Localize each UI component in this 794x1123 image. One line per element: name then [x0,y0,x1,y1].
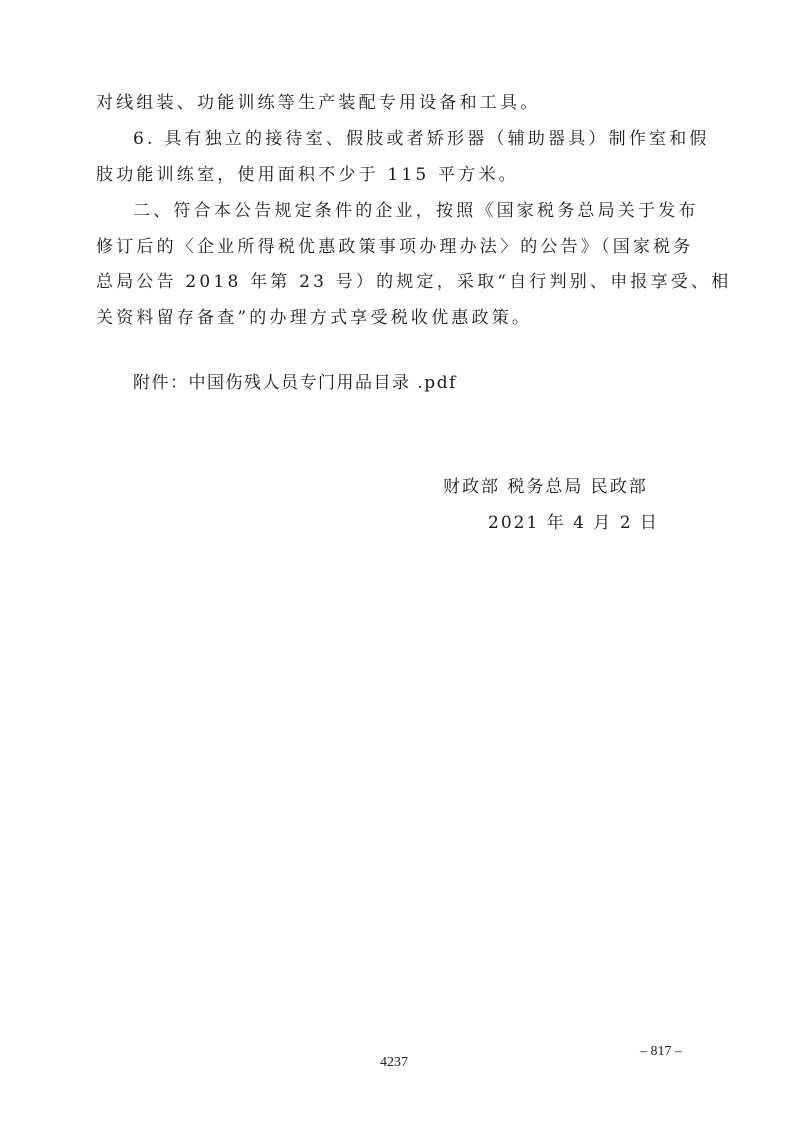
paragraph-line-6: 总局公告 2018 年第 23 号）的规定，采取“自行判别、申报享受、相 [96,272,732,292]
issuing-departments: 财政部 税务总局 民政部 [443,477,648,497]
issue-date: 2021 年 4 月 2 日 [488,513,659,533]
document-number: 4237 [380,1055,408,1070]
paragraph-line-5: 修订后的〈企业所得税优惠政策事项办理办法〉的公告》（国家税务 [96,237,694,257]
paragraph-line-3: 肢功能训练室，使用面积不少于 115 平方米。 [96,165,519,185]
paragraph-line-4: 二、符合本公告规定条件的企业，按照《国家税务总局关于发布 [133,201,699,221]
page-marker: – 817 – [640,1044,682,1059]
attachment-link[interactable]: 附件：中国伤残人员专门用品目录 .pdf [133,373,457,393]
paragraph-line-7: 关资料留存备查”的办理方式享受税收优惠政策。 [96,308,533,328]
paragraph-line-2: 6. 具有独立的接待室、假肢或者矫形器（辅助器具）制作室和假 [133,129,710,149]
paragraph-line-1: 对线组装、功能训练等生产装配专用设备和工具。 [96,93,541,113]
